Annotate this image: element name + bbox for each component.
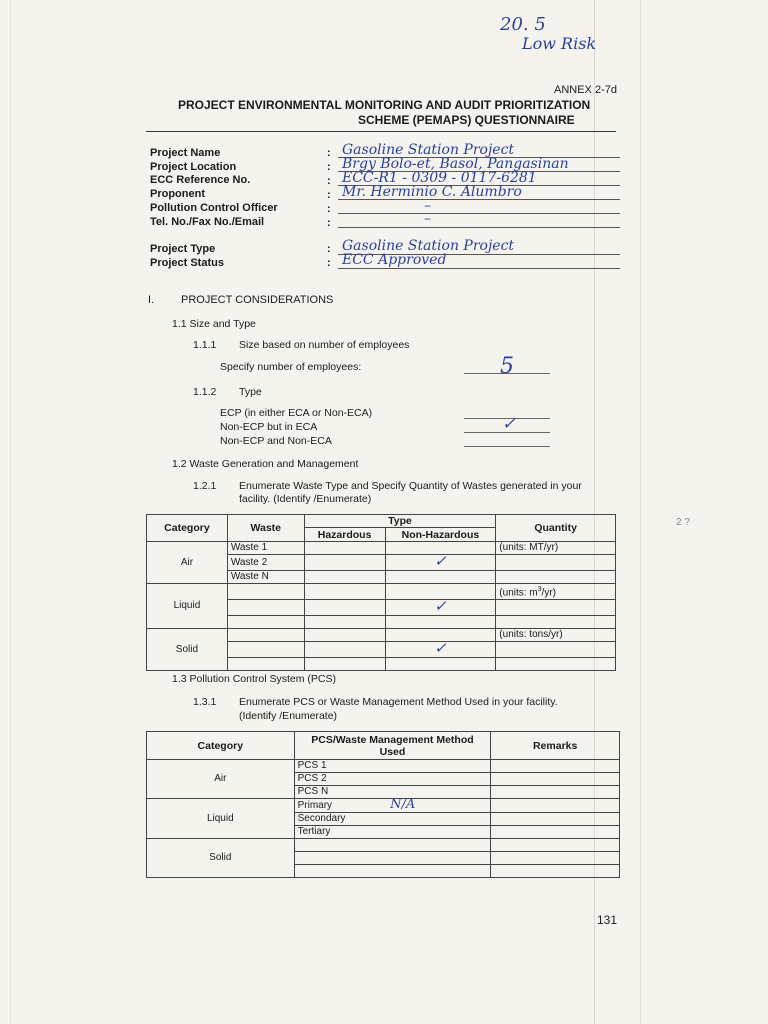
field-label-project-location: Project Location: [150, 161, 237, 173]
units-pre: (units: m: [499, 587, 538, 599]
colons-block-2: : :: [327, 243, 331, 269]
page-number: 131: [597, 913, 618, 927]
units-post: /yr): [541, 587, 556, 599]
type-option-ecp: ECP (in either ECA or Non-ECA): [220, 407, 373, 419]
handwritten-risk: Low Risk: [522, 34, 597, 53]
item-1-2-1-line2: facility. (Identify /Enumerate): [239, 493, 372, 505]
waste-cell: [304, 616, 385, 629]
field-label-contact: Tel. No./Fax No./Email: [150, 216, 265, 228]
pcs-cell: [294, 865, 491, 878]
pcs-liquid-item-2: Secondary: [294, 813, 491, 826]
scan-left-edge: [10, 0, 11, 1024]
check-mark: ✓: [434, 639, 447, 658]
field-line-contact: [338, 211, 620, 228]
field-label-project-name: Project Name: [150, 147, 221, 159]
waste-header-category: Category: [147, 515, 228, 542]
waste-liquid-check: [385, 597, 496, 616]
waste-header-waste: Waste: [227, 515, 304, 542]
waste-cell: [304, 658, 385, 671]
pcs-header-category: Category: [147, 732, 295, 760]
pcs-cell: [491, 773, 620, 786]
waste-header-hazardous: Hazardous: [304, 528, 385, 542]
subsection-1-3: 1.3 Pollution Control System (PCS): [172, 673, 336, 685]
item-1-3-1-line1: Enumerate PCS or Waste Management Method Used in your facility.: [239, 696, 558, 708]
waste-cell: [304, 571, 385, 584]
field-value-proponent: Mr. Herminio C. Alumbro: [342, 184, 522, 200]
waste-air-item-1: Waste 1: [227, 542, 304, 555]
item-1-2-1-number: 1.2.1: [193, 480, 217, 492]
pcs-liquid-primary: Primary: [297, 800, 333, 811]
waste-cell: [227, 600, 304, 616]
waste-header-type: Type: [304, 515, 496, 528]
pcs-table: [146, 731, 620, 878]
header-rule: [146, 131, 616, 132]
subsection-1-2: 1.2 Waste Generation and Management: [172, 458, 359, 470]
type-check-mark: ✓: [502, 414, 516, 433]
colons-block: : : : : : :: [327, 147, 331, 229]
pcs-cell: [491, 799, 620, 813]
waste-air-check: [385, 552, 496, 571]
pcs-cell: [294, 852, 491, 865]
waste-cell: [304, 555, 385, 571]
waste-cell: [496, 616, 616, 629]
pcs-cell: [491, 852, 620, 865]
handwritten-score: 20. 5: [500, 14, 546, 35]
field-label-proponent: Proponent: [150, 188, 205, 200]
employees-value: 5: [500, 354, 514, 379]
pcs-header-method: [294, 732, 491, 760]
field-value-project-location: Brgy Bolo-et, Basol, Pangasinan: [342, 156, 569, 172]
field-line-pco: [338, 200, 620, 214]
pcs-air-item-1: PCS 1: [294, 760, 491, 773]
waste-solid-check: [385, 639, 496, 658]
item-1-1-2-number: 1.1.2: [193, 386, 217, 398]
item-1-1-1-text: Size based on number of employees: [239, 339, 410, 351]
pcs-cell: [491, 813, 620, 826]
section-title: PROJECT CONSIDERATIONS: [181, 294, 334, 306]
document-title-line2: SCHEME (PEMAPS) QUESTIONNAIRE: [358, 113, 575, 127]
waste-category-air: Air: [147, 542, 228, 584]
waste-table: [146, 514, 616, 671]
subsection-1-1: 1.1 Size and Type: [172, 318, 256, 330]
pcs-air-item-3: PCS N: [294, 786, 491, 799]
waste-cell: [496, 571, 616, 584]
pcs-header-method-line1: PCS/Waste Management Method: [311, 733, 474, 746]
pcs-na-handwritten: N/A: [390, 797, 416, 812]
field-value-project-status: ECC Approved: [342, 252, 447, 268]
pcs-category-solid: Solid: [147, 839, 295, 878]
item-1-3-1-number: 1.3.1: [193, 696, 217, 708]
waste-cell: [385, 616, 496, 629]
pcs-category-liquid: Liquid: [147, 799, 295, 839]
waste-cell: [385, 571, 496, 584]
pcs-cell: [491, 865, 620, 878]
item-1-2-1-line1: Enumerate Waste Type and Specify Quantity of Wastes generated in your: [239, 480, 582, 492]
waste-cell: [304, 584, 385, 600]
check-mark: ✓: [434, 597, 447, 616]
waste-cell: [304, 542, 385, 555]
pcs-liquid-item-3: Tertiary: [294, 826, 491, 839]
item-1-3-1-line2: (Identify /Enumerate): [239, 710, 338, 722]
pcs-header-remarks: Remarks: [491, 732, 620, 760]
check-mark: ✓: [434, 552, 447, 570]
field-value-contact: –: [424, 211, 431, 227]
waste-cell: [496, 642, 616, 658]
waste-category-solid: Solid: [147, 629, 228, 671]
waste-cell: [227, 642, 304, 658]
waste-cell: [385, 658, 496, 671]
pcs-cell: [491, 839, 620, 852]
pcs-header-method-line2: Used: [379, 745, 406, 758]
waste-cell: [227, 658, 304, 671]
waste-cell: [496, 658, 616, 671]
pcs-cell: [491, 826, 620, 839]
waste-cell: [304, 642, 385, 658]
units-sup: 3: [537, 586, 542, 593]
waste-air-units: (units: MT/yr): [496, 542, 616, 555]
waste-solid-units: (units: tons/yr): [496, 629, 616, 642]
employees-label: Specify number of employees:: [220, 361, 362, 373]
document-title-line1: PROJECT ENVIRONMENTAL MONITORING AND AUDIT PRIORITIZATION: [178, 98, 591, 112]
waste-cell: [227, 629, 304, 642]
pcs-cell: [491, 760, 620, 773]
waste-cell: [496, 600, 616, 616]
waste-air-item-3: Waste N: [227, 571, 304, 584]
field-label-project-status: Project Status: [150, 257, 224, 269]
waste-air-item-2: Waste 2: [227, 555, 304, 571]
pcs-category-air: Air: [147, 760, 295, 799]
item-1-1-1-number: 1.1.1: [193, 339, 217, 351]
waste-cell: [227, 584, 304, 600]
pcs-liquid-item-1: [294, 799, 491, 813]
pcs-cell: [491, 786, 620, 799]
field-label-pco: Pollution Control Officer: [150, 202, 278, 214]
waste-cell: [304, 600, 385, 616]
waste-header-quantity: Quantity: [496, 515, 616, 542]
waste-cell: [496, 555, 616, 571]
waste-category-liquid: Liquid: [147, 584, 228, 629]
field-label-ecc-reference: ECC Reference No.: [150, 174, 251, 186]
item-1-1-2-text: Type: [239, 386, 262, 398]
pcs-air-item-2: PCS 2: [294, 773, 491, 786]
section-number: I.: [148, 294, 155, 306]
field-value-pco: –: [424, 198, 431, 214]
field-value-project-type: Gasoline Station Project: [342, 238, 515, 254]
annex-label: ANNEX 2-7d: [554, 84, 617, 96]
waste-liquid-units: [496, 584, 616, 600]
field-value-ecc: ECC-R1 - 0309 - 0117-6281: [342, 170, 537, 186]
field-value-project-name: Gasoline Station Project: [342, 142, 515, 158]
waste-header-non-hazardous: Non-Hazardous: [385, 528, 496, 542]
field-label-project-type: Project Type: [150, 243, 216, 255]
type-option-nonecp-noneca: Non-ECP and Non-ECA: [220, 435, 332, 447]
type-line-3: [464, 446, 550, 447]
type-option-nonecp-eca: Non-ECP but in ECA: [220, 421, 318, 433]
pcs-cell: [294, 839, 491, 852]
margin-note: 2 ?: [676, 517, 690, 528]
scan-edge-line: [640, 0, 641, 1024]
waste-cell: [227, 616, 304, 629]
waste-cell: [304, 629, 385, 642]
